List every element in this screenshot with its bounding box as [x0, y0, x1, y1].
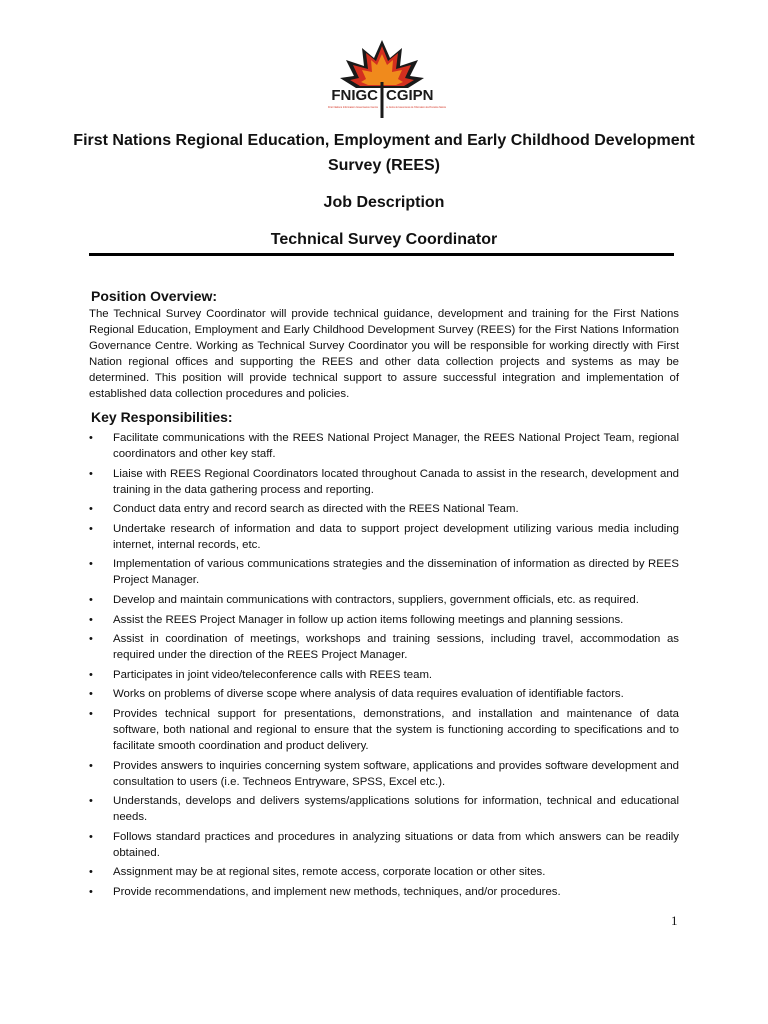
list-item: • Works on problems of diverse scope where analysis of data requires evaluation of identifiable factors. — [89, 686, 679, 702]
fnigc-logo — [312, 38, 463, 120]
responsibilities-list — [89, 430, 679, 904]
list-item: • Assist the REES Project Manager in follow up action items following meetings and planning sessions. — [89, 612, 679, 628]
logo-left-text: FNIGC — [331, 87, 378, 104]
title-block — [60, 128, 708, 252]
list-item: • Participates in joint video/teleconference calls with REES team. — [89, 667, 679, 683]
list-item: • Provides answers to inquiries concerning system software, applications and provides software development and consultation to users (i.e. Techneos Entryware, SPSS, Excel etc.). — [89, 758, 679, 790]
list-item: • Understands, develops and delivers systems/applications solutions for information, technical and educational needs. — [89, 793, 679, 825]
responsibilities-heading: Key Responsibilities: — [91, 409, 233, 425]
role-title: Technical Survey Coordinator — [270, 231, 498, 248]
list-item: • Provide recommendations, and implement new methods, techniques, and/or procedures. — [89, 884, 679, 900]
list-item: • Conduct data entry and record search as directed with the REES National Team. — [89, 501, 679, 517]
overview-heading: Position Overview: — [91, 288, 218, 304]
page-number: 1 — [671, 913, 678, 928]
logo-left-sub: First Nations Information Governance Centre — [328, 106, 380, 109]
list-item: • Implementation of various communications strategies and the dissemination of information as directed by REES Project Manager. — [89, 556, 679, 588]
list-item: • Assignment may be at regional sites, remote access, corporate location or other sites. — [89, 864, 679, 880]
title-divider — [89, 253, 674, 256]
logo-right-text: CGIPN — [386, 87, 434, 104]
list-item: • Develop and maintain communications with contractors, suppliers, government officials, etc. as required. — [89, 592, 679, 608]
logo-right-sub: Le Centre de Gouvernance de l'Information des Premières Nations — [386, 106, 463, 109]
maple-leaf-logo-icon — [312, 38, 463, 120]
list-item: • Assist in coordination of meetings, workshops and training sessions, including travel, accommodation as required under the direction of the REES Project Manager. — [89, 631, 679, 663]
list-item: • Facilitate communications with the REES National Project Manager, the REES National Project Team, regional coordinators and other key staff. — [89, 430, 679, 462]
list-item: • Liaise with REES Regional Coordinators located throughout Canada to assist in the research, development and training in the data gathering process and reporting. — [89, 466, 679, 498]
logo-divider — [381, 82, 384, 118]
list-item: • Provides technical support for presentations, demonstrations, and installation and maintenance of data software, both national and regional to ensure that the system is functioning according to specifications and to facilitate smooth coordination and product delivery. — [89, 706, 679, 754]
list-item: • Undertake research of information and data to support project development utilizing various media including internet, internal records, etc. — [89, 521, 679, 553]
document-type: Job Description — [323, 194, 445, 211]
survey-title: First Nations Regional Education, Employment and Early Childhood Development Survey (REES) — [73, 132, 695, 174]
list-item: • Follows standard practices and procedures in analyzing situations or data from which answers can be readily obtained. — [89, 829, 679, 861]
overview-text: The Technical Survey Coordinator will provide technical guidance, development and training for the First Nations Regional Education, Employment and Early Childhood Development Survey (REES) for the First Nations Information Governance Centre. Working as Technical Survey Coordinator you will be responsible for working directly with First Nation regional offices and supporting the REES and other data collection projects and systems as may be determined. This position will provide technical support to assure successful integration and implementation of established data collection procedures and policies. — [89, 308, 679, 400]
